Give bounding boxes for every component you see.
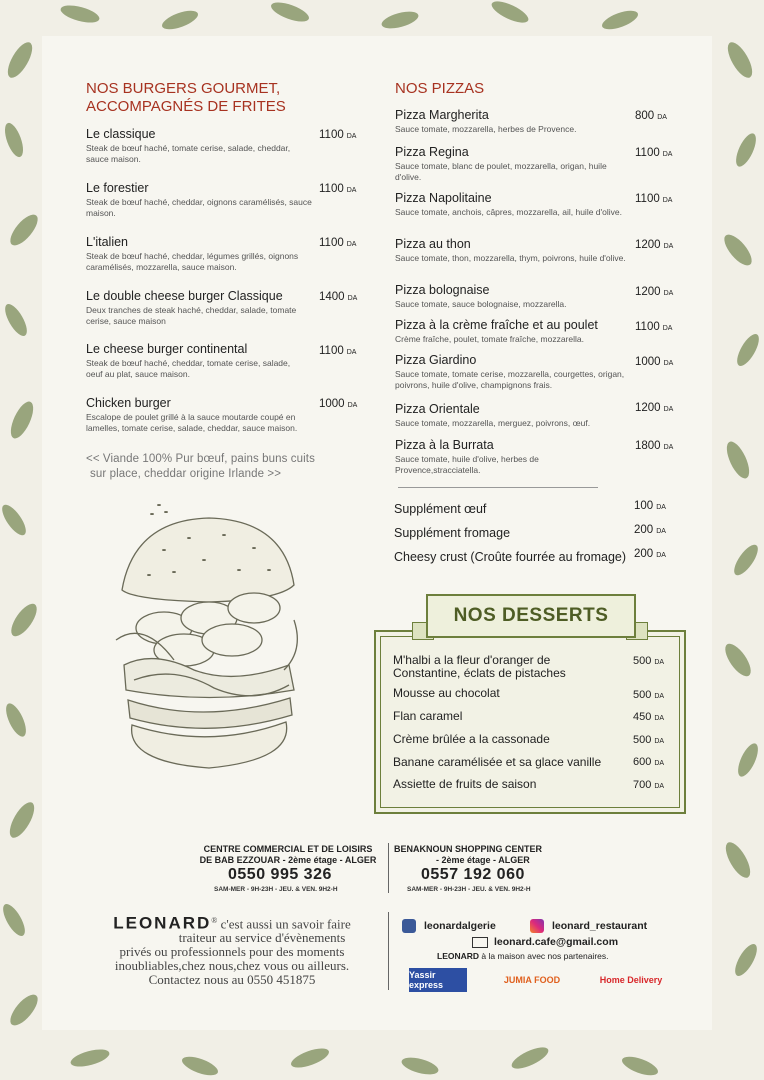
pizza-item: [395, 438, 575, 476]
footer-divider: [388, 843, 389, 893]
burger-item: [86, 127, 311, 165]
dessert-price: 500 DA: [633, 689, 665, 701]
item-price: 1200 DA: [635, 239, 674, 251]
item-name: Pizza bolognaise: [395, 283, 490, 297]
phone-number: 0550 995 326: [228, 866, 332, 883]
burgers-section-title: [86, 80, 286, 116]
note-line1: << Viande 100% Pur bœuf, pains buns cuits: [86, 453, 315, 465]
dessert-price: 700 DA: [633, 779, 665, 791]
item-price: 1200 DA: [635, 402, 674, 414]
dessert-price: 500 DA: [633, 655, 665, 667]
facebook-handle[interactable]: leonardalgerie: [424, 920, 496, 932]
email-icon: [472, 937, 488, 948]
item-name: Pizza Napolitaine: [395, 191, 492, 205]
jumia-food-logo[interactable]: JUMIA FOOD: [503, 975, 561, 985]
leonard-logo: LEONARD: [113, 913, 212, 933]
home-delivery-logo[interactable]: Home Delivery: [599, 975, 663, 985]
catering-promo: LEONARD® c'est aussi un savoir faire traiteur au service d'évènements privés ou professionnels pour des moments inoubliables,chez nous,chez vous ou ailleurs. Contactez nous au 0550 451875: [82, 914, 382, 987]
item-description: Sauce tomate, mozzarella, herbes de Provence.: [395, 124, 577, 134]
location-line1: BENAKNOUN SHOPPING CENTER: [394, 844, 543, 854]
item-description: Steak de bœuf haché, tomate cerise, salade, cheddar, sauce maison.: [86, 143, 291, 164]
item-price: 1100 DA: [635, 147, 673, 159]
pizza-item: [395, 108, 630, 135]
item-name: Chicken burger: [86, 396, 171, 410]
item-price: 1100 DA: [635, 193, 673, 205]
pizza-divider: [398, 487, 598, 488]
item-description: Crème fraîche, poulet, tomate fraîche, mozzarella.: [395, 334, 584, 344]
item-description: Deux tranches de steak haché, cheddar, salade, tomate cerise, sauce maison: [86, 305, 297, 326]
item-name: Le forestier: [86, 181, 149, 195]
item-name: Pizza Orientale: [395, 402, 480, 416]
item-description: Sauce tomate, tomate cerise, mozzarella, courgettes, origan, poivrons, huile d'olive, champignons frais.: [395, 369, 625, 390]
item-description: Sauce tomate, anchois, câpres, mozzarella, ail, huile d'olive.: [395, 207, 622, 217]
item-name: Pizza à la crème fraîche et au poulet: [395, 318, 598, 332]
item-price: 1100 DA: [319, 183, 357, 195]
location-line2: - 2ème étage - ALGER: [436, 855, 530, 865]
dessert-price: 600 DA: [633, 756, 665, 768]
item-price: 1100 DA: [319, 345, 357, 357]
burgers-title-line1: NOS BURGERS GOURMET,: [86, 80, 281, 97]
supplement-price: 200 DA: [634, 548, 666, 560]
burger-illustration: [104, 500, 314, 810]
location-line2: DE BAB EZZOUAR - 2ème étage - ALGER: [199, 855, 377, 865]
promo-line4: inoubliables,chez nous,chez vous ou ailleurs.: [114, 958, 350, 974]
location-bab-ezzouar: [188, 844, 388, 866]
desserts-title: NOS DESSERTS: [426, 594, 636, 638]
item-price: 800 DA: [635, 110, 667, 122]
burger-item: [86, 396, 316, 434]
supplement-item: Supplément œuf: [394, 502, 487, 516]
location-benaknoun: [394, 844, 574, 866]
item-name: Le double cheese burger Classique: [86, 289, 283, 303]
pizza-item: [395, 237, 627, 264]
opening-hours: SAM-MER - 9H-23H - JEU. & VEN. 9H2-H: [214, 886, 338, 893]
item-price: 1400 DA: [319, 291, 358, 303]
dessert-item: Assiette de fruits de saison: [393, 777, 537, 791]
item-name: Le cheese burger continental: [86, 342, 248, 356]
supplement-price: 100 DA: [634, 500, 666, 512]
item-description: Steak de bœuf haché, cheddar, oignons caramélisés, sauce maison.: [86, 197, 312, 218]
item-price: 1000 DA: [635, 356, 674, 368]
promo-line2: traiteur au service d'évènements: [178, 930, 346, 946]
location-line1: CENTRE COMMERCIAL ET DE LOISIRS: [203, 844, 373, 854]
burger-item: [86, 235, 306, 273]
dessert-price: 500 DA: [633, 734, 665, 746]
item-price: 1200 DA: [635, 286, 674, 298]
item-name: Pizza Regina: [395, 145, 469, 159]
item-description: Steak de bœuf haché, cheddar, tomate cerise, salade, oeuf au plat, sauce maison.: [86, 358, 291, 379]
pizza-item: [395, 191, 627, 218]
item-name: Pizza à la Burrata: [395, 438, 494, 452]
item-name: Pizza Margherita: [395, 108, 489, 122]
item-name: Pizza au thon: [395, 237, 471, 251]
pizza-item: [395, 402, 627, 429]
burger-quality-note: [86, 452, 346, 482]
pizzas-section-title: NOS PIZZAS: [395, 80, 485, 97]
pizza-item: [395, 145, 625, 183]
dessert-item: Flan caramel: [393, 709, 463, 723]
item-description: Steak de bœuf haché, cheddar, légumes grillés, oignons caramélisés, mozzarella, sauce maison.: [86, 251, 299, 272]
dessert-item: Banane caramélisée et sa glace vanille: [393, 755, 602, 769]
dessert-item: M'halbi a la fleur d'oranger de Constantine, éclats de pistaches: [393, 653, 566, 680]
item-price: 1100 DA: [319, 237, 357, 249]
burger-item: [86, 342, 296, 380]
opening-hours: SAM-MER - 9H-23H - JEU. & VEN. 9H2-H: [407, 886, 531, 893]
pizza-item: [395, 318, 635, 345]
pizza-item: [395, 353, 627, 391]
footer-divider: [388, 912, 389, 990]
instagram-icon: [530, 919, 544, 933]
item-description: Sauce tomate, blanc de poulet, mozzarella, origan, huile d'olive.: [395, 161, 607, 182]
item-description: Sauce tomate, huile d'olive, herbes de Provence,stracciatella.: [395, 454, 539, 475]
item-name: Le classique: [86, 127, 156, 141]
burger-item: [86, 181, 316, 219]
burgers-title-line2: ACCOMPAGNÉS DE FRITES: [86, 98, 286, 115]
yassir-logo[interactable]: Yassir express: [409, 968, 467, 992]
dessert-price: 450 DA: [633, 711, 665, 723]
pizza-item: [395, 283, 627, 310]
burger-item: [86, 289, 306, 327]
phone-number: 0557 192 060: [421, 866, 525, 883]
promo-line3: privés ou professionnels pour des moments: [119, 944, 345, 960]
item-description: Sauce tomate, thon, mozzarella, thym, poivrons, huile d'olive.: [395, 253, 626, 263]
item-price: 1100 DA: [635, 321, 673, 333]
item-name: L'italien: [86, 235, 128, 249]
note-line2: sur place, cheddar origine Irlande >>: [90, 468, 282, 480]
dessert-item: Crème brûlée a la cassonade: [393, 732, 550, 746]
promo-line5: Contactez nous au 0550 451875: [148, 972, 316, 988]
email-address[interactable]: leonard.cafe@gmail.com: [494, 936, 619, 948]
instagram-handle[interactable]: leonard_restaurant: [552, 920, 648, 932]
facebook-icon: [402, 919, 416, 933]
item-price: 1800 DA: [635, 440, 674, 452]
item-description: Escalope de poulet grillé à la sauce moutarde coupé en lamelles, tomate cerise, salade, cheddar, sauce maison.: [86, 412, 298, 433]
supplement-price: 200 DA: [634, 524, 666, 536]
item-name: Pizza Giardino: [395, 353, 477, 367]
item-description: Sauce tomate, mozzarella, merguez, poivrons, œuf.: [395, 418, 591, 428]
supplement-item: Cheesy crust (Croûte fourrée au fromage): [394, 550, 627, 564]
item-description: Sauce tomate, sauce bolognaise, mozzarella.: [395, 299, 567, 309]
item-price: 1000 DA: [319, 398, 358, 410]
dessert-item: Mousse au chocolat: [393, 686, 500, 700]
promo-line1: c'est aussi un savoir faire: [217, 916, 351, 932]
item-price: 1100 DA: [319, 129, 357, 141]
supplement-item: Supplément fromage: [394, 526, 511, 540]
delivery-note: LEONARD à la maison avec nos partenaires.: [437, 951, 609, 961]
